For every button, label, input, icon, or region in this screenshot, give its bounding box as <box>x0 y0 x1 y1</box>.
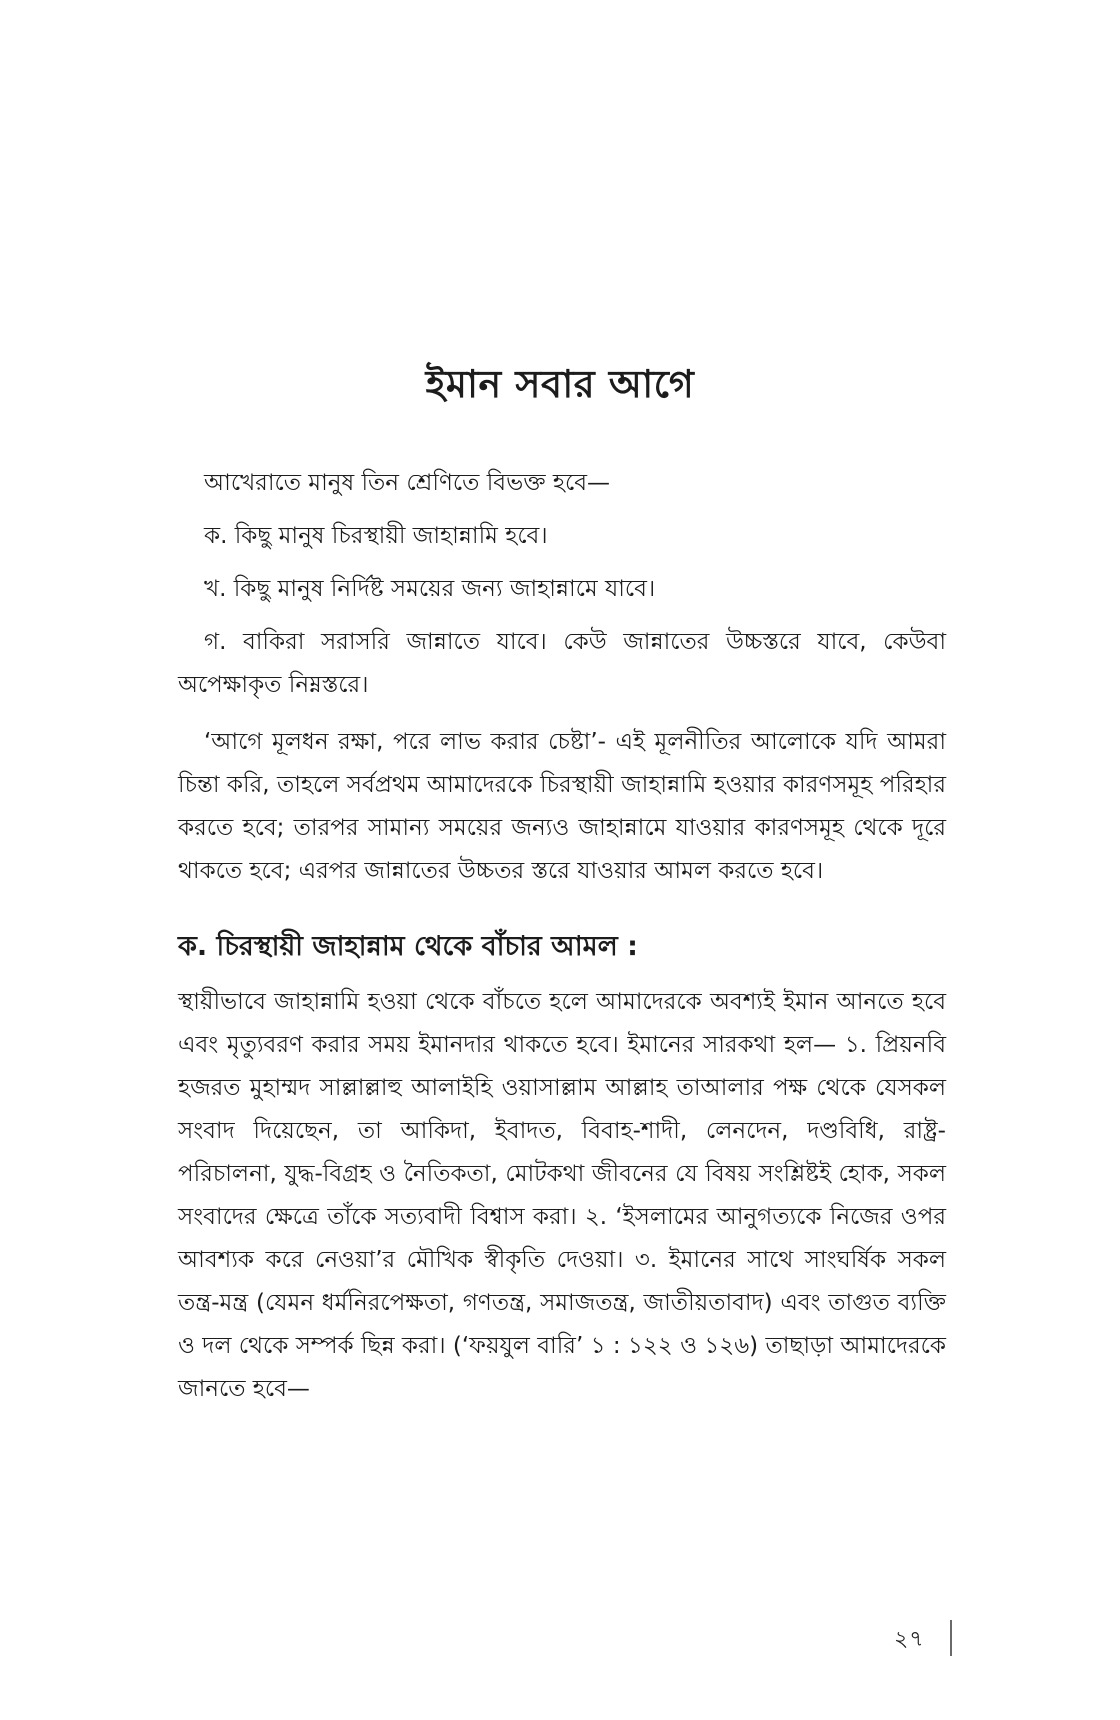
page-number: ২৭ <box>894 1627 925 1652</box>
principle-paragraph: ‘আগে মূলধন রক্ষা, পরে লাভ করার চেষ্টা’- এই মূলনীতির আলোকে যদি আমরা চিন্তা করি, তাহলে সর্বপ্রথম আমাদেরকে চিরস্থায়ী জাহান্নামি হওয়ার কারণসমূহ পরিহার করতে হবে; তারপর সামান্য সময়ের জন্যও জাহান্নামে যাওয়ার কারণসমূহ থেকে দূরে থাকতে হবে; এরপর জান্নাতের উচ্চতর স্তরে যাওয়ার আমল করতে হবে। <box>178 729 946 884</box>
intro-item-ga: গ. বাকিরা সরাসরি জান্নাতে যাবে। কেউ জান্নাতের উচ্চস্তরে যাবে, কেউবা অপেক্ষাকৃত নিম্নস্তরে। <box>178 629 946 698</box>
section-body-paragraph: স্থায়ীভাবে জাহান্নামি হওয়া থেকে বাঁচতে হলে আমাদেরকে অবশ্যই ইমান আনতে হবে এবং মৃত্যুবরণ করার সময় ইমানদার থাকতে হবে। ইমানের সারকথা হল— ১. প্রিয়নবি হজরত মুহাম্মদ সাল্লাল্লাহু আলাইহি ওয়াসাল্লাম আল্লাহ তাআলার পক্ষ থেকে যেসকল সংবাদ দিয়েছেন, তা আকিদা, ইবাদত, বিবাহ-শাদী, লেনদেন, দণ্ডবিধি, রাষ্ট্র-পরিচালনা, যুদ্ধ-বিগ্রহ ও নৈতিকতা, মোটকথা জীবনের যে বিষয় সংশ্লিষ্টই হোক, সকল সংবাদের ক্ষেত্রে তাঁকে সত্যবাদী বিশ্বাস করা। ২. ‘ইসলামের আনুগত্যকে নিজের ওপর আবশ্যক করে নেওয়া’র মৌখিক স্বীকৃতি দেওয়া। ৩. ইমানের সাথে সাংঘর্ষিক সকল তন্ত্র-মন্ত্র (যেমন ধর্মনিরপেক্ষতা, গণতন্ত্র, সমাজতন্ত্র, জাতীয়তাবাদ) এবং তাগুত ব্যক্তি ও দল থেকে সম্পর্ক ছিন্ন করা। (‘ফয়যুল বারি’ ১ : ১২২ ও ১২৬) তাছাড়া আমাদেরকে জানতে হবে— <box>178 989 946 1402</box>
intro-lead: আখেরাতে মানুষ তিন শ্রেণিতে বিভক্ত হবে— <box>204 470 610 496</box>
section-heading: ক. চিরস্থায়ী জাহান্নাম থেকে বাঁচার আমল : <box>178 931 638 962</box>
intro-item-ka: ক. কিছু মানুষ চিরস্থায়ী জাহান্নামি হবে। <box>204 523 548 549</box>
page-body <box>178 462 946 1425</box>
page-title: ইমান সবার আগে <box>425 362 695 407</box>
intro-item-kha: খ. কিছু মানুষ নির্দিষ্ট সময়ের জন্য জাহান্নামে যাবে। <box>204 576 656 602</box>
page-number-rule <box>950 1620 952 1656</box>
